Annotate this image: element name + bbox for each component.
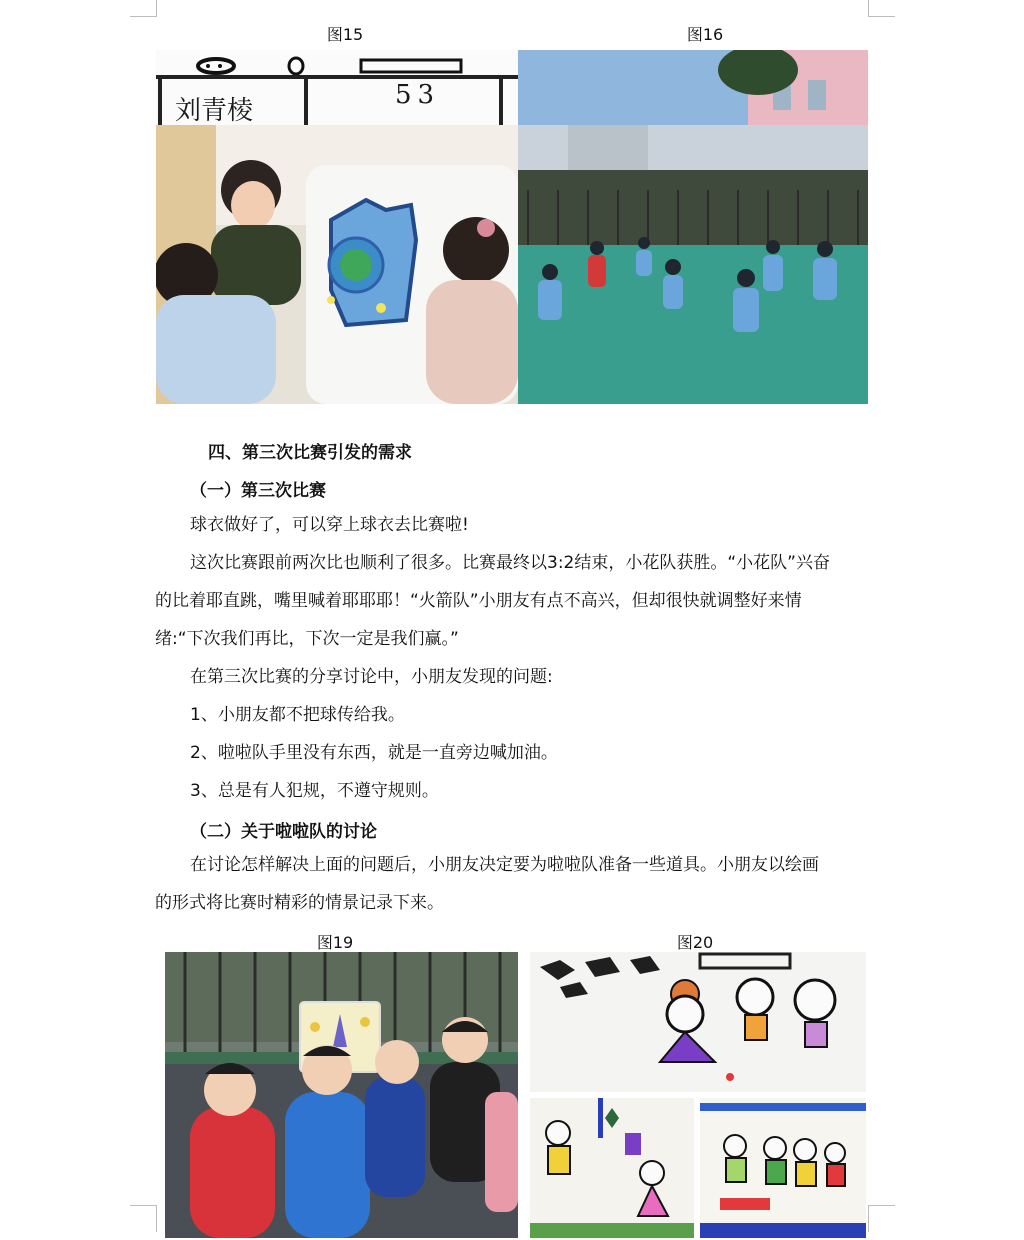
figure-16-caption: 图16 [686,25,724,44]
subsection-heading-2: （二）关于啦啦队的讨论 [190,822,377,842]
paragraph-2-line-1: 这次比赛跟前两次比也顺利了很多。比赛最终以3:2结束，小花队获胜。“小花队”兴奋 [190,553,830,573]
crop-mark-top-right [868,0,895,17]
crop-mark-top-left [130,0,157,17]
paragraph-1: 球衣做好了，可以穿上球衣去比赛啦! [190,515,469,535]
figure-19-photo [165,952,518,1238]
figure-20-drawing-bottom-left [530,1098,694,1238]
paragraph-3: 在第三次比赛的分享讨论中，小朋友发现的问题: [190,667,553,687]
figure-20-drawing-bottom-right [700,1098,866,1238]
figure-20-drawing-top [530,952,866,1092]
figure-20-caption: 图20 [676,933,714,952]
section-heading: 四、第三次比赛引发的需求 [208,443,412,463]
paragraph-2-line-2: 的比着耶直跳，嘴里喊着耶耶耶！“火箭队”小朋友有点不高兴，但却很快就调整好来情 [155,591,802,611]
drawing-card-number: 53 [395,80,441,110]
crop-mark-bottom-left [130,1205,157,1232]
figure-16-photo [518,50,868,404]
subsection-heading-1: （一）第三次比赛 [190,481,326,501]
paragraph-2-line-3: 绪:“下次我们再比，下次一定是我们赢。” [155,629,459,649]
list-item: 2、啦啦队手里没有东西，就是一直旁边喊加油。 [190,743,558,763]
crop-mark-bottom-right [868,1205,895,1232]
list-item: 1、小朋友都不把球传给我。 [190,705,405,725]
paragraph-4-line-2: 的形式将比赛时精彩的情景记录下来。 [155,893,444,913]
list-item: 3、总是有人犯规，不遵守规则。 [190,781,439,801]
paragraph-4-line-1: 在讨论怎样解决上面的问题后，小朋友决定要为啦啦队准备一些道具。小朋友以绘画 [190,855,819,875]
drawing-card-name: 刘青棱 [175,96,254,126]
figure-15-caption: 图15 [326,25,364,44]
figure-19-caption: 图19 [316,933,354,952]
